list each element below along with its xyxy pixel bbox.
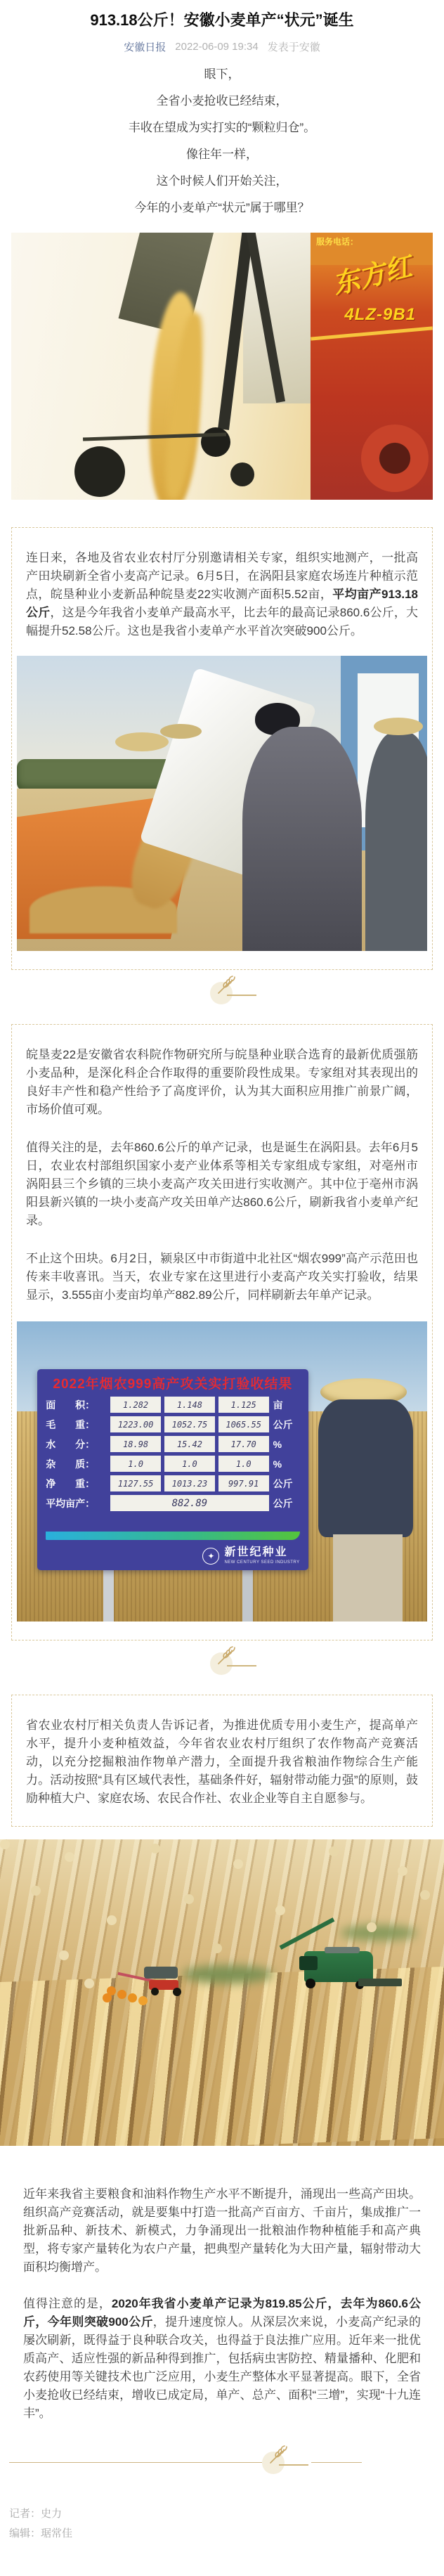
person-silhouette [333,1534,403,1622]
photo-combine-harvester[interactable] [11,233,433,500]
row-value: 17.70 [218,1436,269,1452]
harvester-brand-text: 东方红 [329,252,415,301]
board-row-moisture [46,1436,299,1452]
editor-credit: 编辑：琚常佳 [9,2528,73,2539]
row-label: 净 重： [46,1477,96,1489]
publish-timestamp: 2022-06-09 19:34 [175,41,259,53]
pulley-shape [230,462,254,486]
seed-company-brand [46,1547,299,1565]
paragraph-conclusion [0,2295,444,2423]
row-unit: 公斤 [273,1477,293,1489]
row-cells [110,1475,268,1491]
badge-underline [227,995,256,996]
row-value: 997.91 [218,1475,269,1491]
byline [0,39,444,54]
wheat-ear-icon [216,975,237,996]
intro-line: 这个时候人们开始关注， [156,174,288,188]
paragraph-improvement: 近年来我省主要粮食和油料作物生产水平不断提升，涌现出一些高产田块。组织高产竞赛活动，就是要集中打造一批高产百亩方、千亩片，集成推广一批新品种、新技术、新模式，力争涌现出一批粮油作物种植能手和高产典型，将专家产量转化为农户产量，把典型产量转化为大田产量，辐射带动大面积均衡增产。 [23,2187,421,2274]
brand-name-en: NEW CENTURY SEED INDUSTRY [224,1560,300,1565]
row-label: 杂 质： [46,1458,96,1470]
paragraph-competition: 省农业农村厅相关负责人告诉记者，为推进优质专用小麦生产，提高单产水平，提升小麦种植效益，今年省农业农村厅组织了农作物高产竞赛活动，以充分挖掘粮油作物单产潜力，全面提升我省粮油作物综合生产能力。活动按照“具有区域代表性，基础条件好，辐射带动能力强”的原则，鼓励种植大户、家庭农场、农民合作社、农业企业等自主自愿参与。 [26,1719,418,1805]
row-value: 1065.55 [218,1416,269,1432]
row-unit: 公斤 [273,1497,293,1509]
reporter-credit: 记者：史力 [9,2508,63,2520]
row-value: 1.0 [218,1456,269,1472]
board-row-impurity [46,1456,299,1472]
row-unit: % [273,1458,282,1470]
section-box-record [11,527,433,970]
row-value: 1127.55 [110,1475,161,1491]
combine-cab-shape [299,1956,318,1970]
row-value: 1013.23 [164,1475,215,1491]
green-patch-shape [182,1965,273,1983]
tractor-canopy-shape [144,1967,178,1979]
section-divider [0,1651,444,1688]
row-label: 水 分： [46,1438,96,1450]
divider-line [311,2462,362,2463]
wheat-ear-icon [268,2445,289,2466]
combine-tank-shape [325,1947,360,1953]
fan-housing-shape [361,425,429,492]
row-value: 1.148 [164,1397,215,1413]
row-unit: % [273,1438,282,1450]
row-value: 882.89 [110,1495,268,1511]
row-value: 15.42 [164,1436,215,1452]
row-label: 毛 重： [46,1418,96,1430]
row-value: 18.98 [110,1436,161,1452]
board-row-area [46,1397,299,1413]
article-credits [0,2504,444,2576]
harvester-model-text: 4LZ-9B1 [344,304,416,324]
section-box-variety [11,1024,433,1640]
orange-implement-shape [107,1986,116,1995]
harvest-result-board [37,1369,308,1570]
combine-header-shape [358,1979,402,1986]
wheat-badge [262,2450,286,2474]
farmer-silhouette [365,732,427,951]
row-cells [110,1436,268,1452]
paragraph-variety: 皖垦麦22是安徽省农科院作物研究所与皖垦种业联合选育的最新优质强筋小麦品种，是深化科企合作取得的重要阶段性成果。专家组对其表现出的良好丰产性和稳产性给予了高度评价，认为其大面积应用推广前景广阔，市场价值可观。 [26,1048,418,1116]
photo-result-signboard[interactable] [17,1321,427,1622]
paragraph-text: ，提升速度惊人。从深层次来说，小麦高产纪录的屡次刷新，既得益于良种联合攻关，也得益于良法推广应用。近年来一批优质高产、适应性强的新品种得到推广，包括病虫害防控、精量播种、化肥和农药使用等关键技术也广泛应用，小麦生产整体水平显著提高。眼下，全省小麦抢收已经结束，增收已成定局，单产、总产、面积“三增”，实现“十九连丰”。 [23,2315,421,2420]
section-divider [0,980,444,1017]
paragraph-text: ，这是今年我省小麦单产最高水平，比去年的最高记录860.6公斤，大幅提升52.58公斤。这也是我省小麦单产水平首次突破900公斤。 [26,606,419,637]
badge-underline [227,1665,256,1666]
row-value: 1.0 [164,1456,215,1472]
farmer-silhouette [242,727,361,951]
paragraph-record [26,549,418,640]
row-value: 1052.75 [164,1416,215,1432]
intro-line: 眼下， [204,67,240,81]
service-phone-label: 服务电话： [316,237,359,247]
seed-company-logo-icon: ✦ [202,1548,219,1565]
row-value: 1.282 [110,1397,161,1413]
page-title: 913.18公斤！安徽小麦单产“状元”诞生 [90,11,354,29]
seed-company-name [224,1547,299,1565]
row-value: 1.0 [110,1456,161,1472]
paragraph-text: 值得注意的是， [23,2297,112,2310]
article-end-divider [9,2449,435,2475]
highlight-yield-history: 2020年我省小麦单产记录为819.85公斤，去年为860.6公斤，今年则突破900公斤 [23,2297,421,2329]
straw-hat-shape [160,724,201,739]
board-row-average-yield [46,1495,299,1511]
intro-line: 像往年一样， [186,148,258,161]
paragraph-lastyear: 值得关注的是，去年860.6公斤的单产记录，也是诞生在涡阳县。去年6月5日，农业农村部组织国家小麦产业体系等相关专家组成专家组，对亳州市涡阳县三个乡镇的三块小麦高产攻关田进行实收测产。其中位于亳州市涡阳县新兴镇的一块小麦高产攻关田单产达860.6公斤，刷新我省小麦单产纪录。 [26,1141,418,1227]
row-cells [110,1397,268,1413]
board-wave-decor [46,1532,299,1540]
section-box-competition [11,1695,433,1827]
row-cells [110,1416,268,1432]
photo-grain-pouring[interactable] [17,656,427,951]
wheat-ear-icon [216,1645,237,1666]
highlight-yield-913: 平均亩产913.18公斤 [26,588,418,619]
divider-line [9,2462,262,2463]
wheat-badge [210,1651,234,1675]
publish-location: 发表于安徽 [267,41,320,53]
wheel-shape [74,446,125,497]
source-account-link[interactable]: 安徽日报 [124,41,166,53]
brand-name-cn: 新世纪种业 [224,1546,288,1559]
row-cells [110,1495,268,1511]
green-patch-shape [340,1925,417,1941]
board-title: 2022年烟农999高产攻关实打验收结果 [53,1377,293,1392]
intro-line: 全省小麦抢收已经结束， [156,94,288,108]
paragraph-yinquan: 不止这个田块。6月2日，颍泉区中市街道中北社区“烟农999”高产示范田也传来丰收喜讯。当天，农业专家在这里进行小麦高产攻关实打验收，结果显示，3.555亩小麦亩均单产882.89公斤，同样刷新去年单产记录。 [26,1252,418,1302]
row-value: 1.125 [218,1397,269,1413]
badge-underline [279,2464,308,2466]
intro-line: 丰收在望成为实打实的“颗粒归仓”。 [128,121,316,134]
wheat-badge [210,980,234,1004]
board-row-gross [46,1416,299,1432]
intro-line: 今年的小麦单产“状元”属于哪里？ [134,201,310,214]
row-unit: 公斤 [273,1418,293,1430]
person-silhouette [318,1399,412,1537]
row-cells [110,1456,268,1472]
board-leg-shape [103,1567,114,1622]
row-label: 平均亩产： [46,1497,96,1509]
windrow-stripes-shape [0,1967,444,2146]
paragraph-text: 连日来，各地及省农业农村厅分别邀请相关专家，组织实地测产，一批高产田块刷新全省小麦高产记录。6月5日，在涡阳县家庭农场连片种植示范点，皖垦种业小麦新品种皖垦麦22实收测产面积5.52亩， [26,551,418,601]
board-leg-shape [242,1567,253,1622]
board-row-net [46,1475,299,1491]
hay-bales-shape [0,1839,10,1849]
row-label: 面 积： [46,1399,96,1411]
photo-aerial-harvest[interactable] [0,1839,444,2146]
intro-verse [0,61,444,221]
row-value: 1223.00 [110,1416,161,1432]
row-unit: 亩 [273,1399,283,1411]
